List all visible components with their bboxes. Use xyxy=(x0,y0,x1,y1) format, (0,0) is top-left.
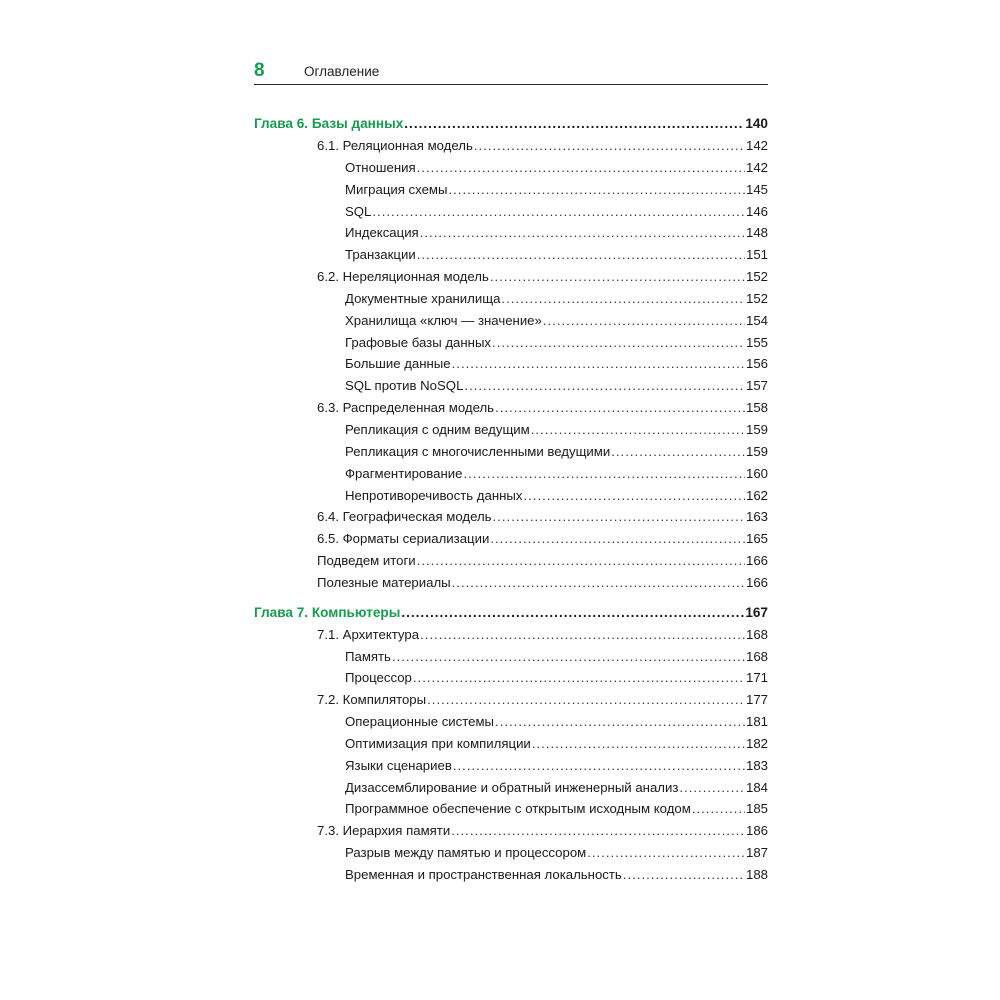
toc-entry-title: Подведем итоги xyxy=(317,553,416,569)
chapter-gap xyxy=(254,597,768,605)
toc-entry-title: Разрыв между памятью и процессором xyxy=(345,845,587,861)
dot-leader xyxy=(413,670,745,685)
dot-leader xyxy=(420,225,745,240)
toc-entry-title: SQL против NoSQL xyxy=(345,378,464,394)
toc-subsection-entry[interactable] xyxy=(254,378,768,400)
toc-entry-page: 152 xyxy=(745,269,768,285)
toc-entry-title: Репликация с многочисленными ведущими xyxy=(345,443,611,459)
dot-leader xyxy=(372,204,745,219)
toc-entry-title: 7.1. Архитектура xyxy=(317,626,420,642)
toc-section-entry[interactable] xyxy=(254,575,768,597)
toc-entry-title: Операционные системы xyxy=(345,714,495,730)
toc-entry-title: Миграция схемы xyxy=(345,181,448,197)
toc-subsection-entry[interactable] xyxy=(254,225,768,247)
toc-chapter-heading[interactable] xyxy=(254,116,768,138)
toc-entry-page: 181 xyxy=(745,714,768,730)
toc-entry-title: 6.1. Реляционная модель xyxy=(317,138,473,153)
dot-leader xyxy=(417,160,745,175)
toc-entry-title: 6.2. Нереляционная модель xyxy=(317,269,489,285)
toc-entry-page: 157 xyxy=(745,378,768,394)
dot-leader xyxy=(532,736,745,751)
toc-entry-page: 159 xyxy=(745,421,768,437)
dot-leader xyxy=(417,247,745,262)
toc-entry-title: Глава 7. Компьютеры xyxy=(254,604,401,620)
dot-leader xyxy=(474,138,745,153)
toc-entry-title: SQL xyxy=(345,203,372,219)
toc-subsection-entry[interactable] xyxy=(254,488,768,510)
dot-leader xyxy=(401,605,744,620)
toc-subsection-entry[interactable] xyxy=(254,335,768,357)
toc-subsection-entry[interactable] xyxy=(254,736,768,758)
dot-leader xyxy=(452,575,745,590)
toc-section-entry[interactable] xyxy=(254,531,768,553)
toc-section-entry[interactable] xyxy=(254,553,768,575)
toc-subsection-entry[interactable] xyxy=(254,867,768,889)
toc-entry-page: 171 xyxy=(745,670,768,686)
toc-entry-page: 182 xyxy=(745,735,768,751)
toc-subsection-entry[interactable] xyxy=(254,801,768,823)
toc-entry-page: 166 xyxy=(745,553,768,569)
toc-entry-page: 152 xyxy=(745,290,768,306)
toc-entry-title: Большие данные xyxy=(345,356,451,372)
toc-entry-page: 158 xyxy=(745,400,768,416)
dot-leader xyxy=(490,531,745,546)
toc-subsection-entry[interactable] xyxy=(254,160,768,182)
toc-entry-title: Дизассемблирование и обратный инженерный анализ xyxy=(345,779,679,795)
dot-leader xyxy=(492,335,745,350)
toc-entry-title: Временная и пространственная локальность xyxy=(345,867,622,882)
toc-entry-title: 6.4. Географическая модель xyxy=(317,509,492,525)
table-of-contents xyxy=(254,116,768,889)
dot-leader xyxy=(692,801,745,816)
toc-entry-page: 160 xyxy=(745,465,768,481)
toc-entry-page: 140 xyxy=(745,116,768,131)
toc-chapter-heading[interactable] xyxy=(254,605,768,627)
dot-leader xyxy=(453,758,745,773)
dot-leader xyxy=(463,466,745,481)
dot-leader xyxy=(623,867,745,882)
toc-entry-page: 177 xyxy=(745,692,768,708)
toc-entry-title: 6.3. Распределенная модель xyxy=(317,400,495,416)
toc-subsection-entry[interactable] xyxy=(254,356,768,378)
toc-entry-title: Программное обеспечение с открытым исходным кодом xyxy=(345,801,691,817)
toc-entry-title: Индексация xyxy=(345,225,419,241)
toc-entry-page: 186 xyxy=(745,823,768,839)
dot-leader xyxy=(452,356,745,371)
toc-section-entry[interactable] xyxy=(254,823,768,845)
toc-section-entry[interactable] xyxy=(254,627,768,649)
toc-entry-title: Языки сценариев xyxy=(345,757,452,773)
toc-subsection-entry[interactable] xyxy=(254,649,768,671)
toc-entry-page: 165 xyxy=(745,531,768,547)
toc-entry-page: 148 xyxy=(745,225,768,241)
toc-section-entry[interactable] xyxy=(254,400,768,422)
dot-leader xyxy=(404,116,744,131)
toc-subsection-entry[interactable] xyxy=(254,422,768,444)
toc-subsection-entry[interactable] xyxy=(254,313,768,335)
dot-leader xyxy=(495,714,745,729)
toc-entry-title: Память xyxy=(345,648,391,664)
dot-leader xyxy=(587,845,745,860)
dot-leader xyxy=(451,823,745,838)
page-number: 8 xyxy=(254,60,265,81)
toc-entry-page: 168 xyxy=(745,626,768,642)
toc-entry-page: 151 xyxy=(745,247,768,263)
dot-leader xyxy=(493,509,745,524)
toc-entry-title: Глава 6. Базы данных xyxy=(254,116,404,131)
toc-subsection-entry[interactable] xyxy=(254,780,768,802)
dot-leader xyxy=(392,649,745,664)
toc-entry-title: Транзакции xyxy=(345,247,416,263)
header-title: Оглавление xyxy=(304,64,380,79)
toc-entry-page: 154 xyxy=(745,312,768,328)
toc-entry-page: 156 xyxy=(745,356,768,372)
toc-entry-page: 166 xyxy=(745,574,768,590)
toc-subsection-entry[interactable] xyxy=(254,758,768,780)
toc-entry-title: 7.3. Иерархия памяти xyxy=(317,823,451,839)
dot-leader xyxy=(464,378,745,393)
dot-leader xyxy=(679,780,745,795)
toc-entry-page: 163 xyxy=(745,509,768,525)
toc-entry-title: Полезные материалы xyxy=(317,574,451,590)
toc-entry-page: 168 xyxy=(745,648,768,664)
toc-subsection-entry[interactable] xyxy=(254,182,768,204)
toc-subsection-entry[interactable] xyxy=(254,845,768,867)
dot-leader xyxy=(490,269,745,284)
toc-subsection-entry[interactable] xyxy=(254,670,768,692)
dot-leader xyxy=(543,313,745,328)
dot-leader xyxy=(420,627,745,642)
toc-subsection-entry[interactable] xyxy=(254,247,768,269)
toc-entry-page: 146 xyxy=(745,203,768,219)
toc-entry-title: Хранилища «ключ — значение» xyxy=(345,312,542,328)
toc-section-entry[interactable] xyxy=(254,269,768,291)
toc-entry-title: Фрагментирование xyxy=(345,465,463,481)
toc-entry-title: Документные хранилища xyxy=(345,290,501,306)
dot-leader xyxy=(531,422,745,437)
dot-leader xyxy=(523,488,745,503)
toc-subsection-entry[interactable] xyxy=(254,204,768,226)
dot-leader xyxy=(495,400,745,415)
toc-subsection-entry[interactable] xyxy=(254,466,768,488)
toc-entry-page: 142 xyxy=(745,159,768,175)
toc-entry-title: 7.2. Компиляторы xyxy=(317,692,427,708)
toc-entry-title: Оптимизация при компиляции xyxy=(345,735,531,751)
page-header xyxy=(254,58,768,85)
toc-entry-page: 188 xyxy=(745,867,768,882)
toc-section-entry[interactable] xyxy=(254,509,768,531)
toc-entry-page: 145 xyxy=(745,181,768,197)
dot-leader xyxy=(448,182,745,197)
toc-entry-page: 167 xyxy=(745,604,768,620)
toc-subsection-entry[interactable] xyxy=(254,291,768,313)
toc-subsection-entry[interactable] xyxy=(254,444,768,466)
toc-entry-page: 155 xyxy=(745,334,768,350)
toc-entry-page: 184 xyxy=(745,779,768,795)
toc-entry-title: 6.5. Форматы сериализации xyxy=(317,531,490,547)
toc-entry-page: 142 xyxy=(745,138,768,153)
toc-subsection-entry[interactable] xyxy=(254,714,768,736)
toc-entry-page: 183 xyxy=(745,757,768,773)
toc-entry-title: Репликация с одним ведущим xyxy=(345,421,530,437)
toc-entry-title: Отношения xyxy=(345,159,416,175)
toc-entry-page: 185 xyxy=(745,801,768,817)
toc-entry-title: Непротиворечивость данных xyxy=(345,487,523,503)
dot-leader xyxy=(611,444,745,459)
toc-entry-page: 162 xyxy=(745,487,768,503)
toc-entry-page: 187 xyxy=(745,845,768,861)
toc-entry-title: Процессор xyxy=(345,670,412,686)
dot-leader xyxy=(417,553,745,568)
dot-leader xyxy=(501,291,745,306)
toc-section-entry[interactable] xyxy=(254,692,768,714)
dot-leader xyxy=(427,692,745,707)
toc-entry-title: Графовые базы данных xyxy=(345,334,492,350)
toc-entry-page: 159 xyxy=(745,443,768,459)
toc-section-entry[interactable] xyxy=(254,138,768,160)
